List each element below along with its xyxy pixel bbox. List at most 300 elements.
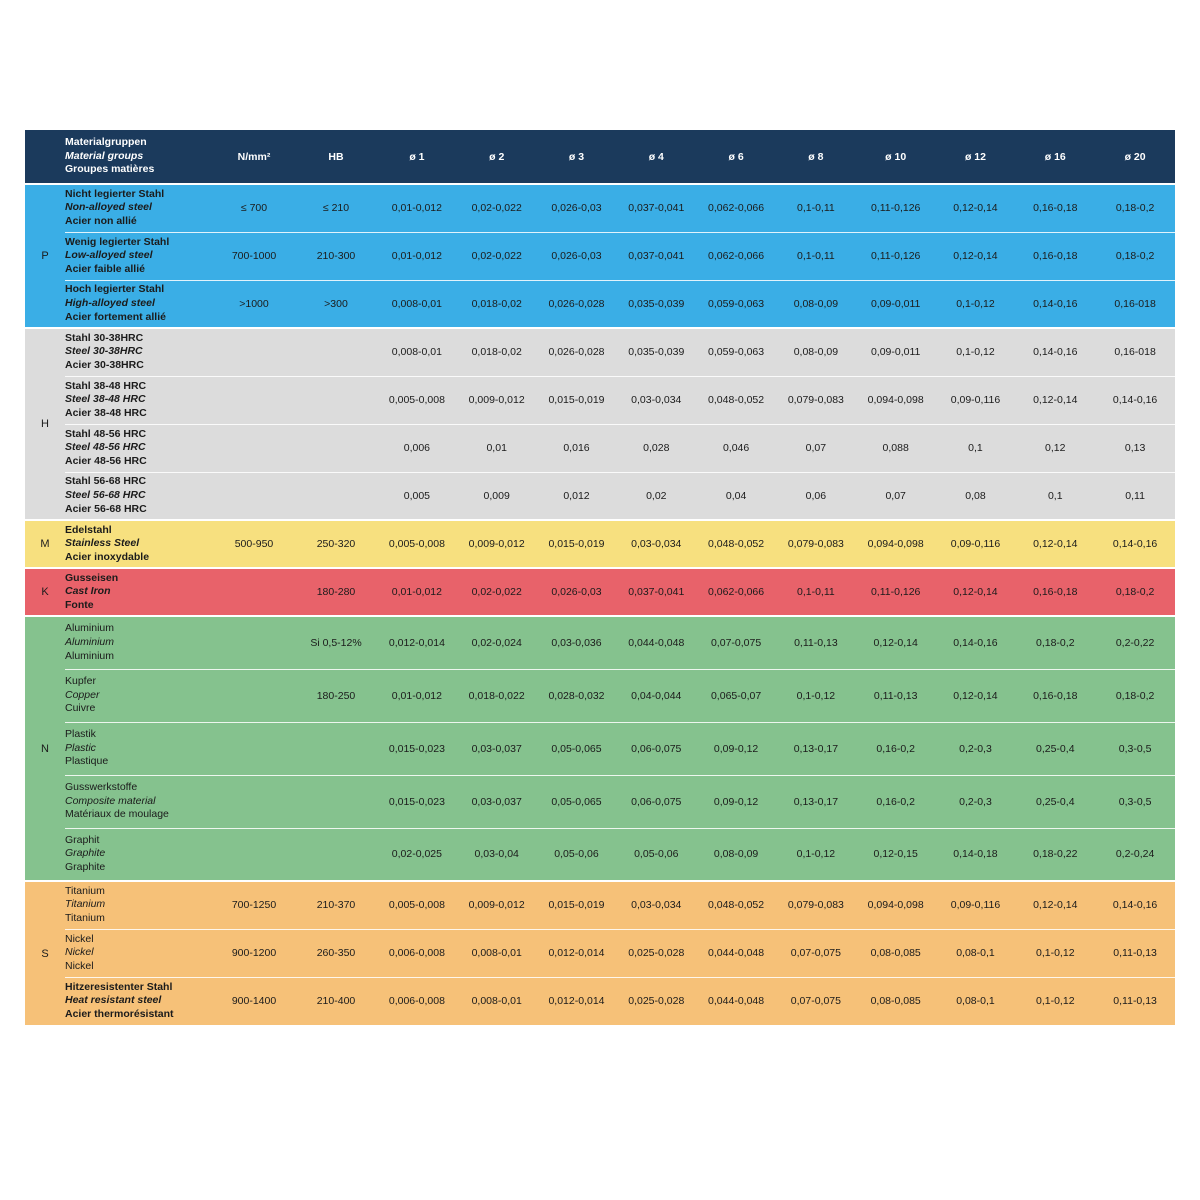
table-row — [25, 280, 1175, 328]
table-row — [25, 881, 1175, 929]
material-name-en: Copper — [65, 688, 100, 701]
header-material-groups — [65, 130, 213, 184]
feed-value-d6: 0,059-0,063 — [696, 328, 776, 376]
feed-value-d16: 0,16-0,18 — [1015, 184, 1095, 232]
feed-value-d1: 0,01-0,012 — [377, 568, 457, 616]
material-name-fr: Acier 38-48 HRC — [65, 406, 147, 419]
feed-value-d12: 0,1-0,12 — [936, 280, 1016, 328]
material-name-cell — [65, 232, 213, 280]
material-name-fr: Acier faible allié — [65, 262, 145, 275]
feed-value-d20: 0,2-0,24 — [1095, 828, 1175, 881]
feed-value-d20: 0,14-0,16 — [1095, 520, 1175, 568]
feed-value-d2: 0,009-0,012 — [457, 376, 537, 424]
material-name-en: Steel 48-56 HRC — [65, 441, 146, 454]
feed-value-d12: 0,12-0,14 — [936, 568, 1016, 616]
material-name-fr: Plastique — [65, 755, 109, 768]
feed-value-d3: 0,05-0,065 — [537, 722, 617, 775]
feed-value-d3: 0,015-0,019 — [537, 520, 617, 568]
material-name-fr: Acier non allié — [65, 215, 137, 228]
material-name-cell — [65, 828, 213, 881]
material-name-de: Nicht legierter Stahl — [65, 187, 165, 200]
tensile-strength-cell: 700-1250 — [213, 881, 295, 929]
feed-value-d12: 0,14-0,16 — [936, 616, 1016, 669]
material-name-cell — [65, 616, 213, 669]
feed-value-d3: 0,026-0,028 — [537, 280, 617, 328]
tensile-strength-cell — [213, 568, 295, 616]
table-row — [25, 616, 1175, 669]
material-name-fr: Acier 48-56 HRC — [65, 454, 147, 467]
feed-value-d8: 0,1-0,11 — [776, 232, 856, 280]
feed-value-d20: 0,3-0,5 — [1095, 775, 1175, 828]
feed-value-d20: 0,18-0,2 — [1095, 669, 1175, 722]
material-name-en: Steel 56-68 HRC — [65, 488, 146, 501]
tensile-strength-cell: 700-1000 — [213, 232, 295, 280]
material-name-en: Steel 38-48 HRC — [65, 393, 146, 406]
feed-value-d3: 0,012-0,014 — [537, 977, 617, 1025]
tensile-strength-cell — [213, 376, 295, 424]
feed-value-d10: 0,08-0,085 — [856, 929, 936, 977]
feed-value-d10: 0,094-0,098 — [856, 881, 936, 929]
material-name-en: High-alloyed steel — [65, 296, 155, 309]
feed-value-d2: 0,008-0,01 — [457, 977, 537, 1025]
feed-value-d1: 0,005-0,008 — [377, 881, 457, 929]
table-body — [25, 184, 1175, 1025]
feed-value-d16: 0,12 — [1015, 424, 1095, 472]
hardness-cell — [295, 376, 377, 424]
feed-value-d8: 0,079-0,083 — [776, 881, 856, 929]
feed-value-d3: 0,015-0,019 — [537, 881, 617, 929]
feed-value-d12: 0,08 — [936, 472, 1016, 520]
feed-value-d16: 0,16-0,18 — [1015, 568, 1095, 616]
feed-value-d4: 0,03-0,034 — [616, 881, 696, 929]
material-name-fr: Cuivre — [65, 702, 96, 715]
tensile-strength-cell: 900-1200 — [213, 929, 295, 977]
hardness-cell: 260-350 — [295, 929, 377, 977]
header-row — [25, 130, 1175, 184]
feed-value-d3: 0,016 — [537, 424, 617, 472]
feed-value-d10: 0,11-0,126 — [856, 568, 936, 616]
group-code-n: N — [25, 616, 65, 881]
feed-value-d10: 0,11-0,126 — [856, 184, 936, 232]
feed-value-d6: 0,059-0,063 — [696, 280, 776, 328]
material-name-cell — [65, 328, 213, 376]
table-row — [25, 568, 1175, 616]
material-name-cell — [65, 881, 213, 929]
feed-value-d4: 0,03-0,034 — [616, 376, 696, 424]
feed-value-d1: 0,008-0,01 — [377, 280, 457, 328]
feed-value-d2: 0,018-0,022 — [457, 669, 537, 722]
feed-value-d8: 0,07 — [776, 424, 856, 472]
feed-value-d16: 0,12-0,14 — [1015, 376, 1095, 424]
hardness-cell: 250-320 — [295, 520, 377, 568]
feed-value-d2: 0,02-0,022 — [457, 232, 537, 280]
table-row — [25, 424, 1175, 472]
feed-value-d2: 0,018-0,02 — [457, 328, 537, 376]
material-name-de: Stahl 56-68 HRC — [65, 475, 147, 488]
material-name-de: Wenig legierter Stahl — [65, 235, 170, 248]
table-row — [25, 828, 1175, 881]
group-code-h: H — [25, 328, 65, 520]
material-name-de: Gusswerkstoffe — [65, 781, 138, 794]
material-name-en: Steel 30-38HRC — [65, 345, 143, 358]
hardness-cell: 180-280 — [295, 568, 377, 616]
feed-value-d4: 0,025-0,028 — [616, 929, 696, 977]
material-name-de: Plastik — [65, 728, 96, 741]
table-row — [25, 472, 1175, 520]
feed-value-d16: 0,16-0,18 — [1015, 232, 1095, 280]
feed-value-d20: 0,14-0,16 — [1095, 376, 1175, 424]
material-name-fr: Acier thermorésistant — [65, 1008, 174, 1021]
material-name-fr: Acier fortement allié — [65, 310, 166, 323]
feed-value-d4: 0,028 — [616, 424, 696, 472]
feed-value-d3: 0,028-0,032 — [537, 669, 617, 722]
group-code-k: K — [25, 568, 65, 616]
feed-value-d6: 0,08-0,09 — [696, 828, 776, 881]
feed-value-d8: 0,13-0,17 — [776, 722, 856, 775]
feed-value-d12: 0,09-0,116 — [936, 520, 1016, 568]
header-diameter-1: ø 1 — [409, 150, 425, 163]
tensile-strength-cell — [213, 616, 295, 669]
material-name-en: Cast Iron — [65, 585, 111, 598]
feed-value-d3: 0,012 — [537, 472, 617, 520]
feed-value-d20: 0,11-0,13 — [1095, 977, 1175, 1025]
tensile-strength-cell: >1000 — [213, 280, 295, 328]
material-name-en: Low-alloyed steel — [65, 249, 153, 262]
feed-value-d8: 0,11-0,13 — [776, 616, 856, 669]
feed-value-d1: 0,02-0,025 — [377, 828, 457, 881]
feed-value-d8: 0,079-0,083 — [776, 376, 856, 424]
feed-value-d2: 0,018-0,02 — [457, 280, 537, 328]
feed-value-d2: 0,03-0,037 — [457, 775, 537, 828]
feed-value-d3: 0,05-0,065 — [537, 775, 617, 828]
feed-value-d16: 0,16-0,18 — [1015, 669, 1095, 722]
header-diameter-20: ø 20 — [1124, 150, 1146, 163]
feed-value-d10: 0,07 — [856, 472, 936, 520]
feed-value-d8: 0,08-0,09 — [776, 280, 856, 328]
feed-value-d2: 0,009-0,012 — [457, 881, 537, 929]
material-name-cell — [65, 520, 213, 568]
feed-value-d10: 0,09-0,011 — [856, 328, 936, 376]
feed-value-d20: 0,11 — [1095, 472, 1175, 520]
feed-value-d6: 0,07-0,075 — [696, 616, 776, 669]
table-row — [25, 977, 1175, 1025]
feed-value-d2: 0,02-0,022 — [457, 568, 537, 616]
material-name-en: Plastic — [65, 741, 96, 754]
header-diameter-3: ø 3 — [568, 150, 585, 163]
feed-value-d3: 0,026-0,028 — [537, 328, 617, 376]
material-name-cell — [65, 722, 213, 775]
tensile-strength-cell — [213, 424, 295, 472]
material-name-cell — [65, 280, 213, 328]
table-row — [25, 775, 1175, 828]
material-name-fr: Titanium — [65, 912, 105, 925]
material-name-en: Non-alloyed steel — [65, 201, 152, 214]
feed-value-d4: 0,06-0,075 — [616, 722, 696, 775]
feed-value-d12: 0,2-0,3 — [936, 775, 1016, 828]
feed-value-d3: 0,026-0,03 — [537, 232, 617, 280]
feed-value-d6: 0,044-0,048 — [696, 977, 776, 1025]
feed-value-d1: 0,01-0,012 — [377, 669, 457, 722]
feed-value-d10: 0,16-0,2 — [856, 775, 936, 828]
feed-value-d4: 0,037-0,041 — [616, 232, 696, 280]
hardness-cell: >300 — [295, 280, 377, 328]
feed-value-d12: 0,12-0,14 — [936, 184, 1016, 232]
material-name-de: Edelstahl — [65, 523, 112, 536]
feed-value-d8: 0,13-0,17 — [776, 775, 856, 828]
feed-value-d16: 0,1-0,12 — [1015, 977, 1095, 1025]
header-diameter-2: ø 2 — [489, 150, 505, 163]
feed-value-d10: 0,09-0,011 — [856, 280, 936, 328]
feed-value-d4: 0,03-0,034 — [616, 520, 696, 568]
feed-value-d8: 0,07-0,075 — [776, 977, 856, 1025]
material-name-en: Heat resistant steel — [65, 994, 162, 1007]
feed-value-d12: 0,08-0,1 — [936, 977, 1016, 1025]
feed-value-d4: 0,02 — [616, 472, 696, 520]
feed-value-d1: 0,005-0,008 — [377, 376, 457, 424]
material-feed-table — [25, 130, 1175, 1025]
header-diameter-12: ø 12 — [964, 150, 986, 163]
feed-value-d20: 0,18-0,2 — [1095, 568, 1175, 616]
tensile-strength-cell — [213, 328, 295, 376]
feed-value-d16: 0,14-0,16 — [1015, 328, 1095, 376]
feed-value-d1: 0,006 — [377, 424, 457, 472]
hardness-cell — [295, 775, 377, 828]
feed-value-d12: 0,1-0,12 — [936, 328, 1016, 376]
feed-value-d10: 0,11-0,13 — [856, 669, 936, 722]
feed-value-d1: 0,005-0,008 — [377, 520, 457, 568]
feed-value-d3: 0,03-0,036 — [537, 616, 617, 669]
material-name-de: Kupfer — [65, 675, 96, 688]
feed-value-d1: 0,01-0,012 — [377, 232, 457, 280]
feed-value-d12: 0,12-0,14 — [936, 669, 1016, 722]
feed-value-d12: 0,1 — [936, 424, 1016, 472]
feed-value-d4: 0,06-0,075 — [616, 775, 696, 828]
tensile-strength-cell: 900-1400 — [213, 977, 295, 1025]
feed-value-d4: 0,025-0,028 — [616, 977, 696, 1025]
feed-value-d3: 0,012-0,014 — [537, 929, 617, 977]
table-header — [25, 130, 1175, 184]
material-name-de: Stahl 30-38HRC — [65, 331, 144, 344]
header-diameter-6: ø 6 — [728, 150, 744, 163]
material-name-de: Titanium — [65, 884, 105, 897]
feed-value-d2: 0,02-0,024 — [457, 616, 537, 669]
feed-value-d1: 0,015-0,023 — [377, 775, 457, 828]
header-nmm2: N/mm² — [237, 150, 271, 163]
feed-value-d20: 0,18-0,2 — [1095, 184, 1175, 232]
table-row — [25, 232, 1175, 280]
feed-value-d1: 0,012-0,014 — [377, 616, 457, 669]
feed-value-d2: 0,009-0,012 — [457, 520, 537, 568]
feed-value-d10: 0,12-0,15 — [856, 828, 936, 881]
feed-value-d1: 0,015-0,023 — [377, 722, 457, 775]
feed-value-d20: 0,3-0,5 — [1095, 722, 1175, 775]
feed-value-d8: 0,1-0,11 — [776, 184, 856, 232]
feed-value-d20: 0,16-018 — [1095, 280, 1175, 328]
material-name-fr: Aluminium — [65, 649, 115, 662]
feed-value-d2: 0,03-0,04 — [457, 828, 537, 881]
table-row — [25, 328, 1175, 376]
material-name-de: Stahl 38-48 HRC — [65, 379, 147, 392]
material-name-de: Stahl 48-56 HRC — [65, 427, 147, 440]
feed-value-d6: 0,062-0,066 — [696, 568, 776, 616]
table-row — [25, 929, 1175, 977]
feed-value-d3: 0,026-0,03 — [537, 184, 617, 232]
feed-value-d4: 0,035-0,039 — [616, 280, 696, 328]
material-name-de: Aluminium — [65, 622, 115, 635]
feed-value-d10: 0,094-0,098 — [856, 520, 936, 568]
feed-value-d10: 0,088 — [856, 424, 936, 472]
table-row — [25, 669, 1175, 722]
feed-value-d6: 0,062-0,066 — [696, 232, 776, 280]
tensile-strength-cell — [213, 669, 295, 722]
hardness-cell: 210-400 — [295, 977, 377, 1025]
feed-value-d16: 0,25-0,4 — [1015, 775, 1095, 828]
feed-value-d4: 0,05-0,06 — [616, 828, 696, 881]
material-name-fr: Graphite — [65, 861, 106, 874]
feed-value-d16: 0,1 — [1015, 472, 1095, 520]
feed-value-d6: 0,048-0,052 — [696, 376, 776, 424]
material-name-fr: Acier inoxydable — [65, 550, 150, 563]
feed-value-d4: 0,037-0,041 — [616, 568, 696, 616]
feed-value-d1: 0,006-0,008 — [377, 929, 457, 977]
tensile-strength-cell: 500-950 — [213, 520, 295, 568]
tensile-strength-cell — [213, 828, 295, 881]
feed-value-d6: 0,048-0,052 — [696, 881, 776, 929]
tensile-strength-cell: ≤ 700 — [213, 184, 295, 232]
feed-value-d12: 0,2-0,3 — [936, 722, 1016, 775]
feed-value-d4: 0,04-0,044 — [616, 669, 696, 722]
hardness-cell — [295, 328, 377, 376]
table-row — [25, 184, 1175, 232]
feed-value-d8: 0,1-0,12 — [776, 828, 856, 881]
feed-value-d6: 0,048-0,052 — [696, 520, 776, 568]
feed-value-d8: 0,1-0,11 — [776, 568, 856, 616]
material-name-fr: Nickel — [65, 959, 94, 972]
hardness-cell — [295, 722, 377, 775]
feed-value-d8: 0,1-0,12 — [776, 669, 856, 722]
feed-value-d20: 0,14-0,16 — [1095, 881, 1175, 929]
feed-value-d6: 0,044-0,048 — [696, 929, 776, 977]
feed-value-d1: 0,008-0,01 — [377, 328, 457, 376]
feed-value-d20: 0,2-0,22 — [1095, 616, 1175, 669]
material-name-en: Aluminium — [65, 635, 115, 648]
material-name-en: Nickel — [65, 946, 94, 959]
material-name-cell — [65, 568, 213, 616]
material-name-de: Nickel — [65, 932, 94, 945]
feed-value-d16: 0,12-0,14 — [1015, 881, 1095, 929]
feed-value-d1: 0,01-0,012 — [377, 184, 457, 232]
feed-value-d8: 0,06 — [776, 472, 856, 520]
hardness-cell — [295, 472, 377, 520]
material-name-en: Stainless Steel — [65, 537, 140, 550]
feed-value-d20: 0,11-0,13 — [1095, 929, 1175, 977]
feed-value-d6: 0,09-0,12 — [696, 775, 776, 828]
feed-value-d20: 0,18-0,2 — [1095, 232, 1175, 280]
feed-value-d6: 0,046 — [696, 424, 776, 472]
feed-value-d16: 0,18-0,22 — [1015, 828, 1095, 881]
hardness-cell — [295, 424, 377, 472]
hardness-cell: ≤ 210 — [295, 184, 377, 232]
header-group-code — [25, 130, 65, 184]
feed-value-d12: 0,09-0,116 — [936, 376, 1016, 424]
feed-value-d10: 0,094-0,098 — [856, 376, 936, 424]
feed-value-d12: 0,08-0,1 — [936, 929, 1016, 977]
material-name-cell — [65, 775, 213, 828]
material-name-cell — [65, 376, 213, 424]
material-name-en: Graphite — [65, 847, 106, 860]
material-name-en: Titanium — [65, 898, 106, 911]
feed-value-d4: 0,037-0,041 — [616, 184, 696, 232]
tensile-strength-cell — [213, 472, 295, 520]
hardness-cell — [295, 828, 377, 881]
feed-value-d16: 0,1-0,12 — [1015, 929, 1095, 977]
material-name-en: Composite material — [65, 794, 156, 807]
header-material-groups-fr: Groupes matières — [65, 163, 155, 176]
feed-value-d2: 0,009 — [457, 472, 537, 520]
feed-value-d1: 0,006-0,008 — [377, 977, 457, 1025]
material-name-de: Gusseisen — [65, 571, 119, 584]
feed-value-d20: 0,13 — [1095, 424, 1175, 472]
group-code-m: M — [25, 520, 65, 568]
feed-value-d10: 0,08-0,085 — [856, 977, 936, 1025]
feed-value-d10: 0,12-0,14 — [856, 616, 936, 669]
feed-value-d6: 0,04 — [696, 472, 776, 520]
material-name-cell — [65, 929, 213, 977]
hardness-cell: Si 0,5-12% — [295, 616, 377, 669]
material-name-de: Hoch legierter Stahl — [65, 283, 165, 296]
material-name-fr: Acier 30-38HRC — [65, 359, 144, 372]
feed-value-d12: 0,14-0,18 — [936, 828, 1016, 881]
feed-value-d2: 0,02-0,022 — [457, 184, 537, 232]
feed-value-d8: 0,079-0,083 — [776, 520, 856, 568]
material-name-fr: Fonte — [65, 598, 94, 611]
header-diameter-10: ø 10 — [885, 150, 907, 163]
feed-value-d2: 0,01 — [457, 424, 537, 472]
hardness-cell: 210-370 — [295, 881, 377, 929]
group-code-s: S — [25, 881, 65, 1025]
material-name-fr: Matériaux de moulage — [65, 808, 169, 821]
table-row — [25, 376, 1175, 424]
feed-value-d20: 0,16-018 — [1095, 328, 1175, 376]
material-name-de: Hitzeresistenter Stahl — [65, 980, 173, 993]
tensile-strength-cell — [213, 775, 295, 828]
tensile-strength-cell — [213, 722, 295, 775]
feed-value-d3: 0,026-0,03 — [537, 568, 617, 616]
feed-value-d3: 0,05-0,06 — [537, 828, 617, 881]
feed-value-d6: 0,09-0,12 — [696, 722, 776, 775]
header-diameter-16: ø 16 — [1044, 150, 1066, 163]
header-hb: HB — [328, 150, 344, 163]
feed-value-d16: 0,18-0,2 — [1015, 616, 1095, 669]
feed-value-d12: 0,12-0,14 — [936, 232, 1016, 280]
feed-value-d6: 0,065-0,07 — [696, 669, 776, 722]
feed-value-d1: 0,005 — [377, 472, 457, 520]
header-material-groups-de: Materialgruppen — [65, 136, 147, 149]
feed-value-d8: 0,08-0,09 — [776, 328, 856, 376]
material-name-fr: Acier 56-68 HRC — [65, 502, 147, 515]
group-code-p: P — [25, 184, 65, 328]
material-name-cell — [65, 472, 213, 520]
feed-value-d2: 0,008-0,01 — [457, 929, 537, 977]
feed-value-d10: 0,16-0,2 — [856, 722, 936, 775]
material-name-de: Graphit — [65, 833, 100, 846]
feed-value-d16: 0,14-0,16 — [1015, 280, 1095, 328]
feed-value-d3: 0,015-0,019 — [537, 376, 617, 424]
feed-value-d4: 0,044-0,048 — [616, 616, 696, 669]
feed-value-d10: 0,11-0,126 — [856, 232, 936, 280]
feed-value-d6: 0,062-0,066 — [696, 184, 776, 232]
feed-value-d8: 0,07-0,075 — [776, 929, 856, 977]
